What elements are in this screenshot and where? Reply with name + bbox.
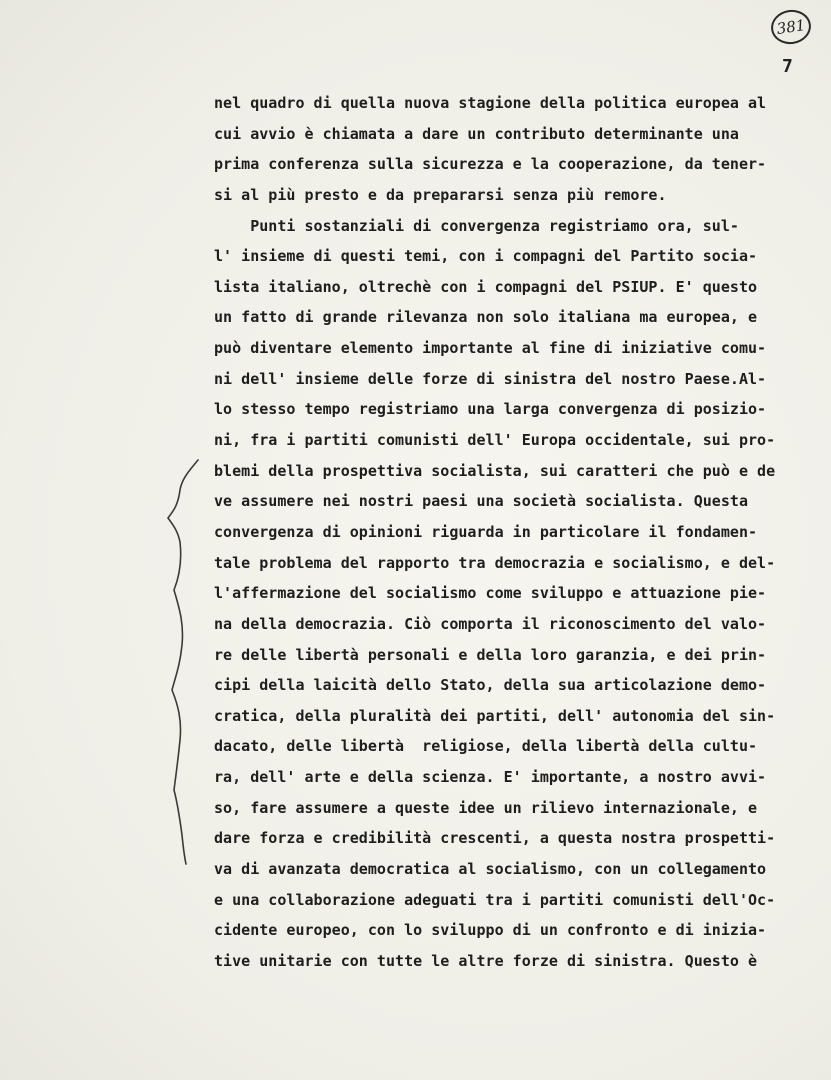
text-line: tive unitarie con tutte le altre forze di sinistra. Questo è [214,951,758,970]
text-line: na della democrazia. Ciò comporta il riconoscimento del valo- [214,614,767,633]
text-line: può diventare elemento importante al fine di iniziative comu- [214,339,767,358]
text-line: va di avanzata democratica al socialismo, con un collegamento [214,860,767,879]
text-line: e una collaborazione adeguati tra i partiti comunisti dell'Oc- [214,890,776,909]
text-line: cui avvio è chiamata a dare un contributo determinante una [214,124,739,143]
body-text [214,88,814,977]
text-line: re delle libertà personali e della loro garanzia, e dei prin- [214,645,767,664]
margin-bracket-mark [160,450,220,870]
text-line: dacato, delle libertà religiose, della libertà della cultu- [214,737,758,756]
text-line: ve assumere nei nostri paesi una società socialista. Questa [214,492,748,511]
text-line: nel quadro di quella nuova stagione della politica europea al [214,94,767,112]
text-line: l'affermazione del socialismo come sviluppo e attuazione pie- [214,584,767,603]
text-line: l' insieme di questi temi, con i compagni del Partito socia- [214,247,758,266]
text-line: convergenza di opinioni riguarda in particolare il fondamen- [214,522,758,541]
text-line: prima conferenza sulla sicurezza e la cooperazione, da tener- [214,155,767,174]
text-line: so, fare assumere a queste idee un rilievo internazionale, e [214,798,758,817]
page-number: 7 [782,56,793,77]
text-line: tale problema del rapporto tra democrazia e socialismo, e del- [214,553,776,572]
text-line: Punti sostanziali di convergenza registriamo ora, sul- [214,216,739,235]
text-line: cidente europeo, con lo sviluppo di un confronto e di inizia- [214,921,767,940]
text-line: ra, dell' arte e della scienza. E' importante, a nostro avvi- [214,768,767,787]
text-line: cratica, della pluralità dei partiti, dell' autonomia del sin- [214,706,776,725]
text-line: si al più presto e da prepararsi senza più remore. [214,185,667,204]
text-line: ni dell' insieme delle forze di sinistra del nostro Paese.Al- [214,369,767,388]
text-line: lista italiano, oltrechè con i compagni del PSIUP. E' questo [214,277,758,296]
archive-number: 381 [775,16,807,38]
text-line: lo stesso tempo registriamo una larga convergenza di posizio- [214,400,767,419]
text-line: ni, fra i partiti comunisti dell' Europa occidentale, sui pro- [214,431,776,450]
archive-number-stamp [769,7,813,46]
text-line: blemi della prospettiva socialista, sui caratteri che può e de [214,461,776,480]
text-line: un fatto di grande rilevanza non solo italiana ma europea, e [214,308,758,327]
text-line: dare forza e credibilità crescenti, a questa nostra prospetti- [214,829,776,848]
text-line: cipi della laicità dello Stato, della sua articolazione demo- [214,676,767,695]
